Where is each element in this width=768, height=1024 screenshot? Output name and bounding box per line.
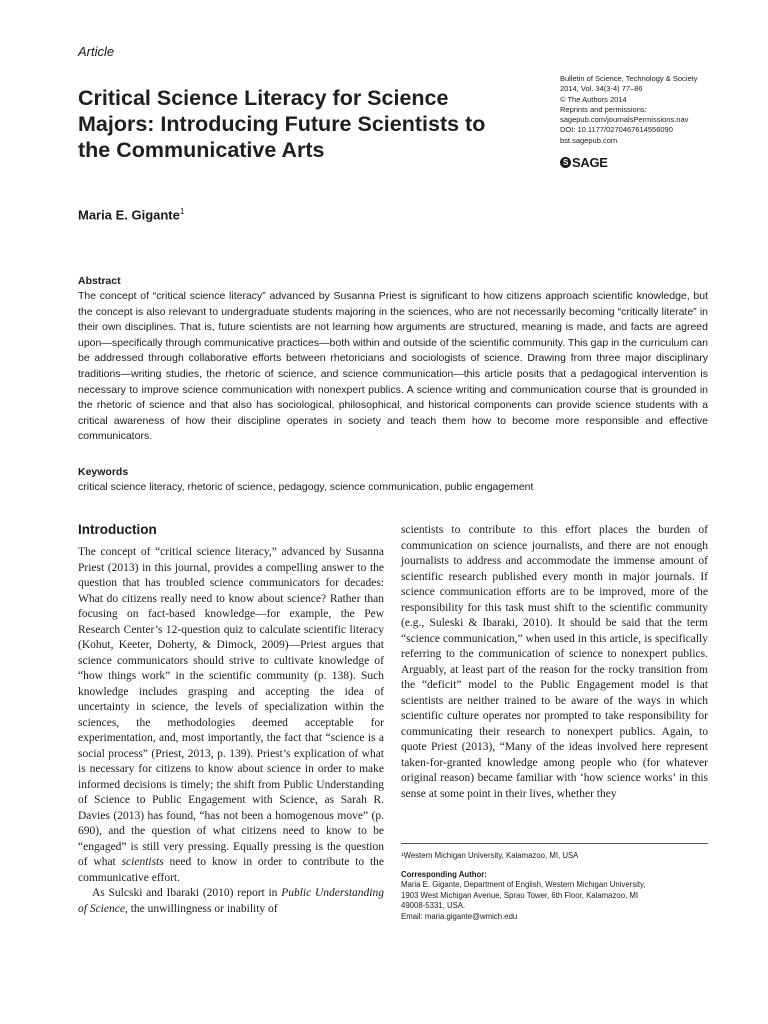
introduction-heading: Introduction [78, 522, 157, 537]
journal-info-line: 2014, Vol. 34(3-4) 77–86 [560, 84, 643, 94]
paragraph: As Sulcski and Ibaraki (2010) report in Public Understanding of Science, the unwillingness or inability of [78, 887, 384, 915]
abstract-text: The concept of “critical science literacy” advanced by Susanna Priest is significant to how citizens approach scientific knowledge, but the concept is also relevant to undergraduate students majoring in the sciences, who are not necessarily becoming “critically literate” in their own disciplines. That is, future scientists are not learning how arguments are structured, meaning is made, and facts are agreed upon—specifically through communicative practices—both within and outside of the scientific community. This gap in the curriculum can be addressed through collaborative efforts between rhetoricians and sociologists of science. Drawing from three major disciplinary traditions—writing studies, the rhetoric of science, and science communication—this article posits that a pedagogical intervention is necessary to improve science communication with nonexpert publics. A science writing and communication course that is grounded in the rhetoric of science and that also has sociological, philosophical, and historical components can provide science students with a critical awareness of how their discipline operates in society and teach them how to become more responsible and effective communicators. [78, 290, 708, 443]
sage-logo [560, 155, 608, 170]
right-column-body: scientists to contribute to this effort places the burden of communication on science journalists, and there are not enough journalists to address and accommodate the immense amount of scientific research published every month in major journals. If science communication efforts are to be improved, more of the responsibility for this task must shift to the scientific community (e.g., Suleski & Ibaraki, 2010). It should be said that the term “science communication,” when used in this article, is specifically referring to the communication of science to nonexpert publics. Arguably, at least part of the reason for the rocky transition from the “deficit” model to the Public Engagement model is that scientists are neither trained to be aware of the ways in which scientific culture operates nor prompted to take responsibility for communicating their research to nonexpert publics. Again, to quote Priest (2013), “Many of the ideas involved here represent taken-for-granted knowledge among people who (for whatever original reason) became familiar with ‘how science works’ in this sense at some point in their lives, whether they [401, 524, 708, 800]
journal-info [560, 74, 760, 146]
keywords-heading: Keywords [78, 466, 129, 478]
affiliation-mark: 1 [179, 207, 185, 216]
corresponding-author-line: 49008-5331, USA. [401, 901, 466, 910]
corresponding-author-email[interactable]: Email: maria.gigante@wmich.edu [401, 911, 518, 921]
journal-info-line: DOI: 10.1177/0270467614556090 [560, 125, 673, 135]
sage-logo-icon: S [560, 157, 571, 168]
affiliation-footnote: ¹Western Michigan University, Kalamazoo, MI, USA [401, 851, 579, 860]
left-column [78, 522, 384, 917]
article-type-label: Article [78, 44, 115, 59]
corresponding-author-line: Maria E. Gigante, Department of English, Western Michigan University, [401, 880, 646, 889]
journal-info-line: Bulletin of Science, Technology & Society [560, 74, 698, 83]
journal-info-line: bst.sagepub.com [560, 135, 618, 145]
journal-info-line: Reprints and permissions: [560, 104, 647, 114]
footnotes [401, 851, 711, 922]
journal-info-line: © The Authors 2014 [560, 94, 627, 104]
journal-info-line: sagepub.com/journalsPermissions.nav [560, 115, 689, 125]
paper-title: Critical Science Literacy for Science Majors: Introducing Future Scientists to the Communicative Arts [78, 86, 486, 162]
corresponding-author-line: 1903 West Michigan Avenue, Sprau Tower, 6th Floor, Kalamazoo, MI [401, 890, 639, 900]
abstract-section [78, 275, 708, 445]
corresponding-author-heading: Corresponding Author: [401, 869, 487, 879]
keywords-section [78, 466, 708, 495]
sage-logo-text: SAGE [572, 155, 608, 170]
footnote-divider [401, 843, 708, 844]
left-column-body [78, 545, 384, 917]
keywords-text: critical science literacy, rhetoric of science, pedagogy, science communication, public engagement [78, 481, 534, 493]
paragraph: The concept of “critical science literacy,” advanced by Susanna Priest (2013) in this journal, provides a compelling answer to the question that has troubled science communicators for decades: What do citizens really need to know about science? Rather than focusing on fact-based knowledge—for example, the Pew Research Center’s 12-question quiz to calculate scientific literacy (Kohut, Keeter, Doherty, & Dimock, 2009)—Priest argues that science communicators should strive to cultivate knowledge of “how things work” in the scientific community (p. 138). Such knowledge includes grasping and accepting the idea of uncertainty in science, the levels of specialization within the sciences, the methodologies deemed acceptable for experimentation, and, most importantly, the fact that “science is a social process” (Priest, 2013, p. 139). Priest’s explication of what is necessary for citizens to know about science in order to make informed decisions is timely; the shift from Public Understanding of Science to Public Engagement with Science, as Sarah R. Davies (2013) has found, “has not been a homogenous move” (p. 690), and the question of what citizens need to know to be “engaged” is still very pressing. Equally pressing is the question of what scientists need to know in order to contribute to the communicative effort. [78, 546, 385, 884]
abstract-heading: Abstract [78, 275, 121, 287]
author-name: Maria E. Gigante$^1$ [78, 207, 185, 223]
